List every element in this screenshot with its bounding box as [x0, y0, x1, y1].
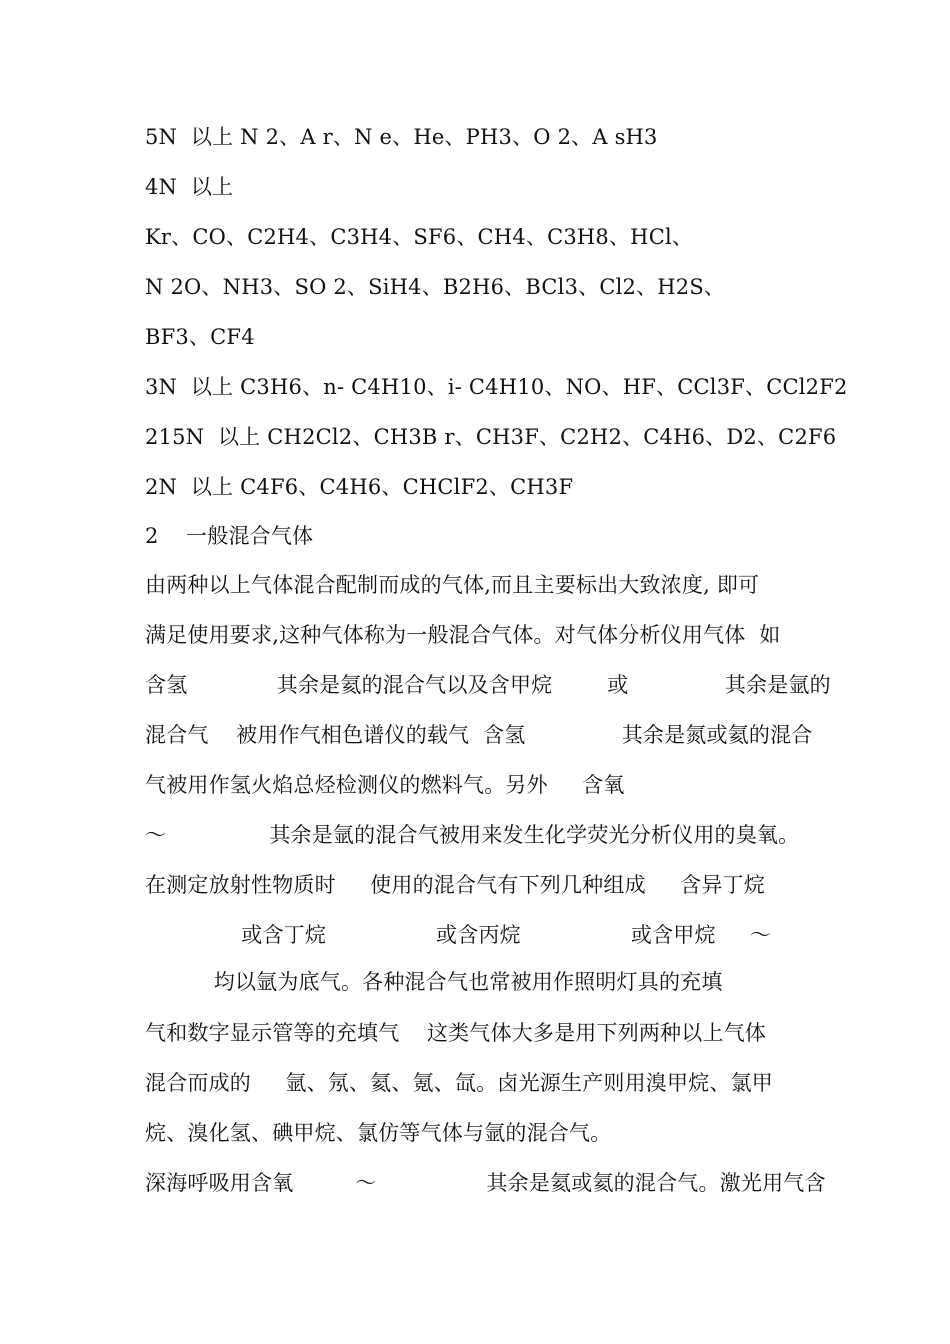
paragraph-line-8: 或含丁烷 或含丙烷 或含甲烷 ～ — [145, 923, 772, 947]
paragraph-line-4: 混合气 被用作气相色谱仪的载气 含氢 其余是氮或氦的混合 — [145, 723, 813, 747]
text-line-4n-gases-1: Kr、CO、C2H4、C3H4、SF6、CH4、C3H8、HCl、 — [145, 225, 694, 249]
paragraph-line-1: 由两种以上气体混合配制而成的气体,而且主要标出大致浓度, 即可 — [145, 573, 760, 597]
paragraph-line-12: 烷、溴化氢、碘甲烷、氯仿等气体与氩的混合气。 — [145, 1121, 612, 1145]
paragraph-line-6: ～ 其余是氩的混合气被用来发生化学荧光分析仪用的臭氧。 — [145, 823, 800, 847]
paragraph-line-13: 深海呼吸用含氧 ～ 其余是氦或氦的混合气。激光用气含 — [145, 1171, 826, 1195]
paragraph-line-9: 均以氩为底气。各种混合气也常被用作照明灯具的充填 — [145, 970, 723, 994]
paragraph-line-3: 含氢 其余是氦的混合气以及含甲烷 或 其余是氩的 — [145, 673, 831, 697]
paragraph-line-2: 满足使用要求,这种气体称为一般混合气体。对气体分析仪用气体 如 — [145, 623, 781, 647]
paragraph-line-5: 气被用作氢火焰总烃检测仪的燃料气。另外 含氧 — [145, 773, 625, 797]
text-line-4n-gases-3: BF3、CF4 — [145, 325, 255, 349]
text-line-5n-gases: 5N 以上 N 2、A r、N e、He、PH3、O 2、A sH3 — [145, 125, 658, 149]
section-heading-mixed-gas: 2 一般混合气体 — [145, 524, 314, 548]
text-line-2n-gases: 2N 以上 C4F6、C4H6、CHClF2、CH3F — [145, 475, 574, 499]
paragraph-line-11: 混合而成的 氩、氖、氦、氪、氙。卤光源生产则用溴甲烷、氯甲 — [145, 1071, 773, 1095]
text-line-4n-gases-2: N 2O、NH3、SO 2、SiH4、B2H6、BCl3、Cl2、H2S、 — [145, 275, 726, 299]
text-line-3n-gases: 3N 以上 C3H6、n- C4H10、i- C4H10、NO、HF、CCl3F、CCl2F2 — [145, 375, 848, 399]
paragraph-line-7: 在测定放射性物质时 使用的混合气有下列几种组成 含异丁烷 — [145, 873, 765, 897]
paragraph-line-10: 气和数字显示管等的充填气 这类气体大多是用下列两种以上气体 — [145, 1021, 767, 1045]
text-line-215n-gases: 215N 以上 CH2Cl2、CH3B r、CH3F、C2H2、C4H6、D2、C2F6 — [145, 425, 837, 449]
text-line-4n-heading: 4N 以上 — [145, 175, 234, 199]
